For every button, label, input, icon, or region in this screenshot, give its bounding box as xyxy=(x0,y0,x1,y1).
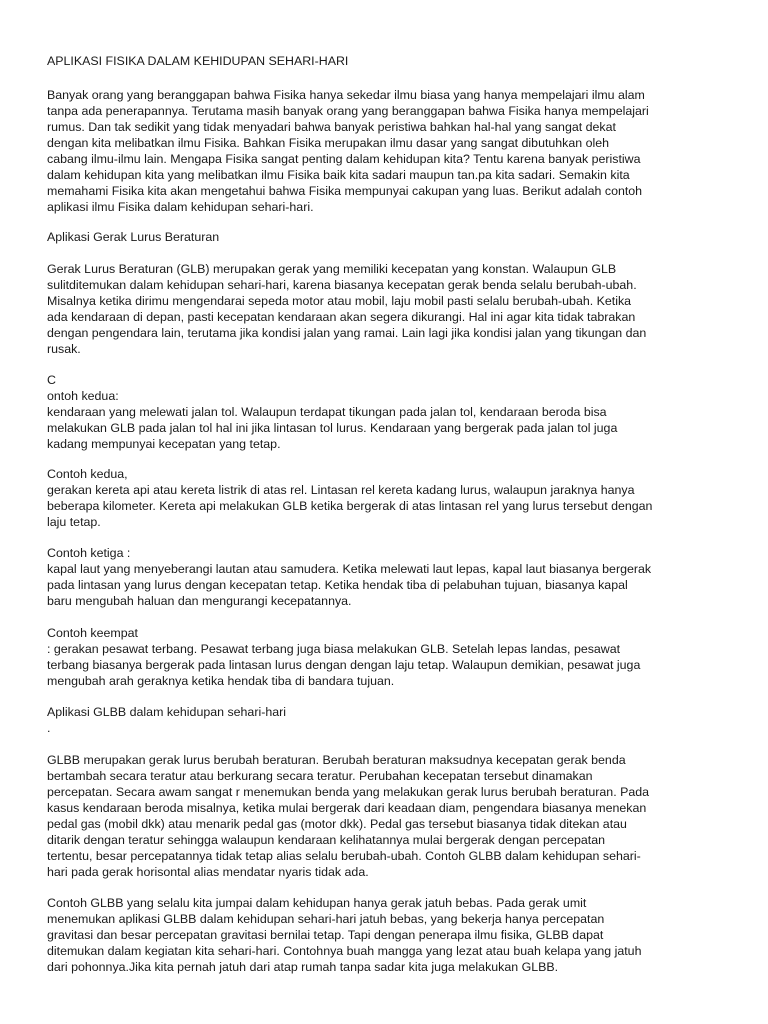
text-line: rumus. Dan tak sedikit yang tidak menyadari bahwa banyak peristiwa bahkan hal-hal yang sangat dekat xyxy=(47,120,616,134)
text-line: Contoh keempat xyxy=(47,626,138,640)
example-1-paragraph xyxy=(47,372,737,452)
text-line: mengubah arah geraknya ketika hendak tiba di bandara tujuan. xyxy=(47,674,395,688)
text-line: : gerakan pesawat terbang. Pesawat terbang juga biasa melakukan GLB. Setelah lepas landas, pesawat xyxy=(47,642,621,656)
text-line: tanpa ada penerapannya. Terutama masih banyak orang yang beranggapan bahwa Fisika hanya mempelajari xyxy=(47,104,649,118)
text-line: Banyak orang yang beranggapan bahwa Fisika hanya sekedar ilmu biasa yang hanya mempelajari ilmu alam xyxy=(47,88,645,102)
text-line: terbang biasanya bergerak pada lintasan lurus dengan dengan laju tetap. Walaupun demikian, pesawat juga xyxy=(47,658,641,672)
glbb-example-paragraph xyxy=(47,895,737,975)
text-line: beberapa kilometer. Kereta api melakukan GLB ketika bergerak di atas lintasan rel yang lurus tersebut dengan xyxy=(47,499,653,513)
glb-heading xyxy=(47,229,737,245)
text-line: gravitasi dan besar percepatan gravitasi bernilai tetap. Tapi dengan penerapa ilmu fisika, GLBB dapat xyxy=(47,928,604,942)
text-line: Misalnya ketika dirimu mengendarai sepeda motor atau mobil, laju mobil pasti selalu berubah-ubah. Ketika xyxy=(47,294,632,308)
text-line: kapal laut yang menyeberangi lautan atau samudera. Ketika melewati laut lepas, kapal laut biasanya bergerak xyxy=(47,562,652,576)
glbb-heading xyxy=(47,704,737,736)
text-line: ontoh kedua: xyxy=(47,389,119,403)
text-line: Aplikasi GLBB dalam kehidupan sehari-hari xyxy=(47,705,286,719)
text-line: Contoh ketiga : xyxy=(47,546,131,560)
text-line: Contoh kedua, xyxy=(47,467,128,481)
text-line: menemukan aplikasi GLBB dalam kehidupan sehari-hari jatuh bebas, yang bekerja hanya percepatan xyxy=(47,912,605,926)
text-line: . xyxy=(47,721,51,735)
text-line: ditarik dengan teratur sehingga walaupun kendaraan kelihatannya mulai bergerak dengan percepatan xyxy=(47,833,605,847)
text-line: sulitditemukan dalam kehidupan sehari-hari, karena biasanya kecepatan gerak benda selalu berubah-ubah. xyxy=(47,278,637,292)
text-line: kendaraan yang melewati jalan tol. Walaupun terdapat tikungan pada jalan tol, kendaraan beroda bisa xyxy=(47,405,607,419)
text-line: dari pohonnya.Jika kita pernah jatuh dari atap rumah tanpa sadar kita juga melakukan GLBB. xyxy=(47,960,559,974)
title-text: APLIKASI FISIKA DALAM KEHIDUPAN SEHARI-HARI xyxy=(47,54,349,68)
glb-paragraph xyxy=(47,261,737,357)
text-line: Gerak Lurus Beraturan (GLB) merupakan gerak yang memiliki kecepatan yang konstan. Walaupun GLB xyxy=(47,262,617,276)
text-line: ditemukan dalam kegiatan kita sehari-hari. Contohnya buah mangga yang lezat atau buah kelapa yang jatuh xyxy=(47,944,642,958)
text-line: dalam kehidupan kita yang melibatkan ilmu Fisika baik kita sadari maupun tan.pa kita sadari. Semakin kita xyxy=(47,168,630,182)
text-line: pedal gas (mobil dkk) atau menarik pedal gas (motor dkk). Pedal gas tersebut biasanya tidak ditekan atau xyxy=(47,817,627,831)
glb-heading-text: Aplikasi Gerak Lurus Beraturan xyxy=(47,230,220,244)
text-line: dengan pengendara lain, terutama jika kondisi jalan yang ramai. Lain lagi jika kondisi jalan yang tikungan dan xyxy=(47,326,647,340)
text-line: Contoh GLBB yang selalu kita jumpai dalam kehidupan hanya gerak jatuh bebas. Pada gerak umit xyxy=(47,896,587,910)
text-line: baru mengubah haluan dan mengurangi kecepatannya. xyxy=(47,594,352,608)
text-line: bertambah secara teratur atau berkurang secara teratur. Perubahan kecepatan tersebut dinamakan xyxy=(47,769,593,783)
text-line: kasus kendaraan beroda misalnya, ketika mulai bergerak dari keadaan diam, pengendara biasanya menekan xyxy=(47,801,647,815)
text-line: kadang mempunyai kecepatan yang tetap. xyxy=(47,437,281,451)
text-line: aplikasi ilmu Fisika dalam kehidupan sehari-hari. xyxy=(47,200,314,214)
text-line: laju tetap. xyxy=(47,515,101,529)
text-line: GLBB merupakan gerak lurus berubah beraturan. Berubah beraturan maksudnya kecepatan gerak benda xyxy=(47,753,626,767)
glbb-paragraph xyxy=(47,752,737,880)
text-line: tertentu, besar percepatannya tidak tetap alias selalu berubah-ubah. Contoh GLBB dalam kehidupan sehari- xyxy=(47,849,641,863)
text-line: pada lintasan yang lurus dengan kecepatan tetap. Ketika hendak tiba di pelabuhan tujuan, biasanya kapal xyxy=(47,578,628,592)
example-3-paragraph xyxy=(47,545,737,609)
example-2-paragraph xyxy=(47,466,737,530)
text-line: ada kendaraan di depan, pasti kecepatan kendaraan akan segera dikurangi. Hal ini agar kita tidak tabrakan xyxy=(47,310,636,324)
example-4-paragraph xyxy=(47,625,737,689)
text-line: dengan kita melibatkan ilmu Fisika. Bahkan Fisika merupakan ilmu dasar yang sangat dibutuhkan oleh xyxy=(47,136,610,150)
text-line: gerakan kereta api atau kereta listrik di atas rel. Lintasan rel kereta kadang lurus, walaupun jaraknya hanya xyxy=(47,483,635,497)
document-title xyxy=(47,53,737,69)
text-line: melakukan GLB pada jalan tol hal ini jika lintasan tol lurus. Kendaraan yang bergerak pada jalan tol juga xyxy=(47,421,618,435)
text-line: rusak. xyxy=(47,342,81,356)
text-line: cabang ilmu-ilmu lain. Mengapa Fisika sangat penting dalam kehidupan kita? Tentu karena banyak peristiwa xyxy=(47,152,641,166)
text-line: percepatan. Secara awam sangat r menemukan benda yang melakukan gerak lurus berubah beraturan. Pada xyxy=(47,785,650,799)
text-line: memahami Fisika kita akan mengetahui bahwa Fisika mempunyai cakupan yang luas. Berikut adalah contoh xyxy=(47,184,643,198)
text-line: hari pada gerak horisontal alias mendatar nyaris tidak ada. xyxy=(47,865,369,879)
text-line: C xyxy=(47,373,56,387)
intro-paragraph xyxy=(47,87,737,215)
